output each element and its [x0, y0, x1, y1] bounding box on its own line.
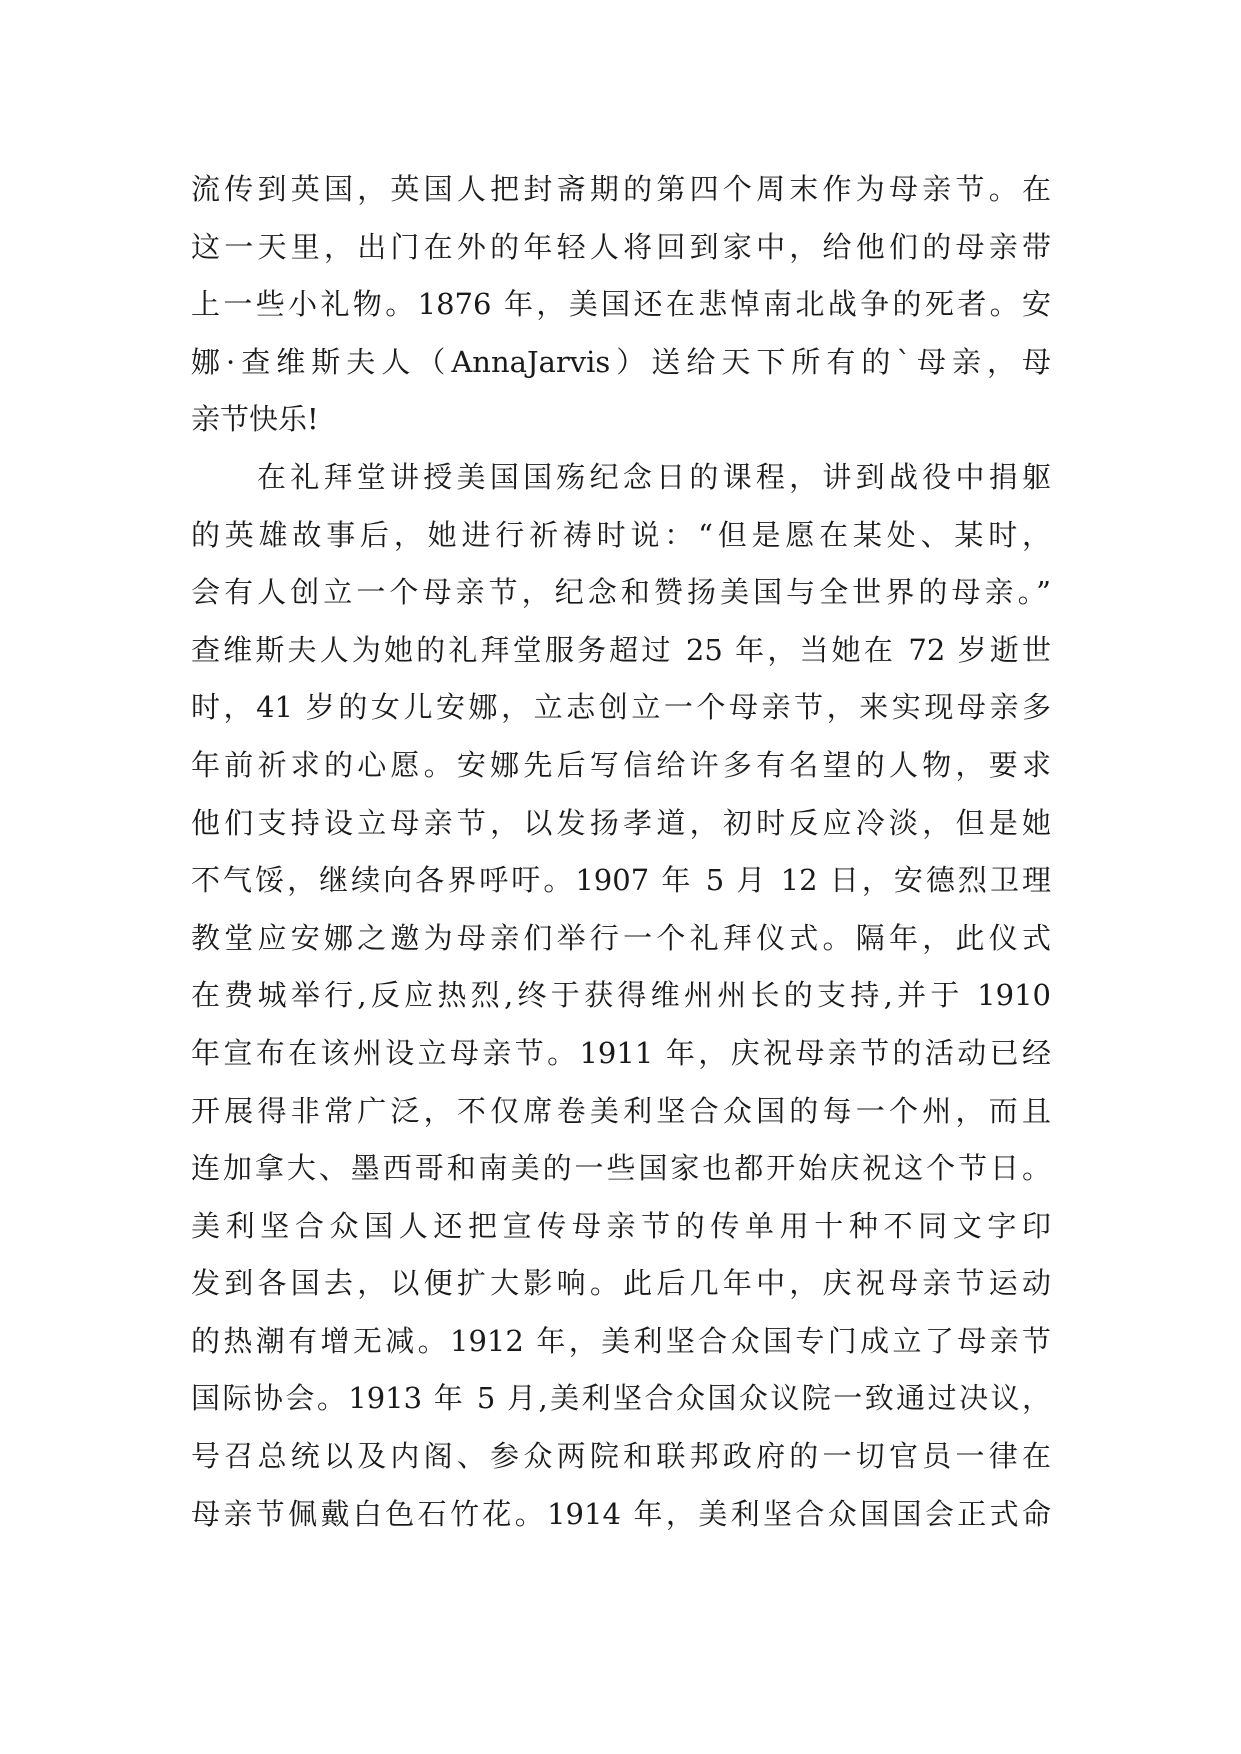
text-line: 母亲节佩戴白色石竹花。1914 年，美利坚合众国国会正式命: [191, 1496, 1051, 1531]
text-line: 在费城举行,反应热烈,终于获得维州州长的支持,并于 1910: [191, 978, 1051, 1013]
text-line: 查维斯夫人为她的礼拜堂服务超过 25 年，当她在 72 岁逝世: [191, 632, 1051, 667]
text-line: 教堂应安娜之邀为母亲们举行一个礼拜仪式。隔年，此仪式: [191, 920, 1051, 955]
text-line: 时，41 岁的女儿安娜，立志创立一个母亲节，来实现母亲多: [191, 690, 1051, 725]
text-line: 亲节快乐!: [191, 402, 319, 437]
text-line: 的英雄故事后，她进行祈祷时说：“但是愿在某处、某时，: [191, 517, 1051, 552]
text-line: 发到各国去，以便扩大影响。此后几年中，庆祝母亲节运动: [191, 1266, 1051, 1301]
text-line: 他们支持设立母亲节，以发扬孝道，初时反应冷淡，但是她: [191, 805, 1051, 840]
text-line: 这一天里，出门在外的年轻人将回到家中，给他们的母亲带: [191, 229, 1051, 264]
body-text: [191, 161, 1051, 1543]
text-line: 流传到英国，英国人把封斋期的第四个周末作为母亲节。在: [191, 172, 1051, 206]
text-line: 在礼拜堂讲授美国国殇纪念日的课程，讲到战役中捐躯: [257, 459, 1051, 494]
text-line: 美利坚合众国人还把宣传母亲节的传单用十种不同文字印: [191, 1208, 1051, 1243]
text-line: 不气馁，继续向各界呼吁。1907 年 5 月 12 日，安德烈卫理: [191, 863, 1051, 898]
text-line: 连加拿大、墨西哥和南美的一些国家也都开始庆祝这个节日。: [191, 1151, 1051, 1186]
text-line: 会有人创立一个母亲节，纪念和赞扬美国与全世界的母亲。”: [191, 575, 1051, 610]
text-line: 的热潮有增无减。1912 年，美利坚合众国专门成立了母亲节: [191, 1323, 1051, 1358]
text-line: 年前祈求的心愿。安娜先后写信给许多有名望的人物，要求: [191, 747, 1051, 782]
text-line: 国际协会。1913 年 5 月,美利坚合众国众议院一致通过决议，: [191, 1381, 1051, 1416]
text-line: 开展得非常广泛，不仅席卷美利坚合众国的每一个州，而且: [191, 1093, 1051, 1128]
text-line: 号召总统以及内阁、参众两院和联邦政府的一切官员一律在: [191, 1439, 1051, 1474]
paragraph-1: [191, 161, 1051, 449]
paragraph-2: [191, 449, 1051, 1543]
text-line: 上一些小礼物。1876 年，美国还在悲悼南北战争的死者。安: [191, 287, 1051, 322]
text-line: 年宣布在该州设立母亲节。1911 年，庆祝母亲节的活动已经: [191, 1035, 1051, 1070]
text-line: 娜·查维斯夫人（AnnaJarvis）送给天下所有的`母亲，母: [191, 344, 1051, 379]
